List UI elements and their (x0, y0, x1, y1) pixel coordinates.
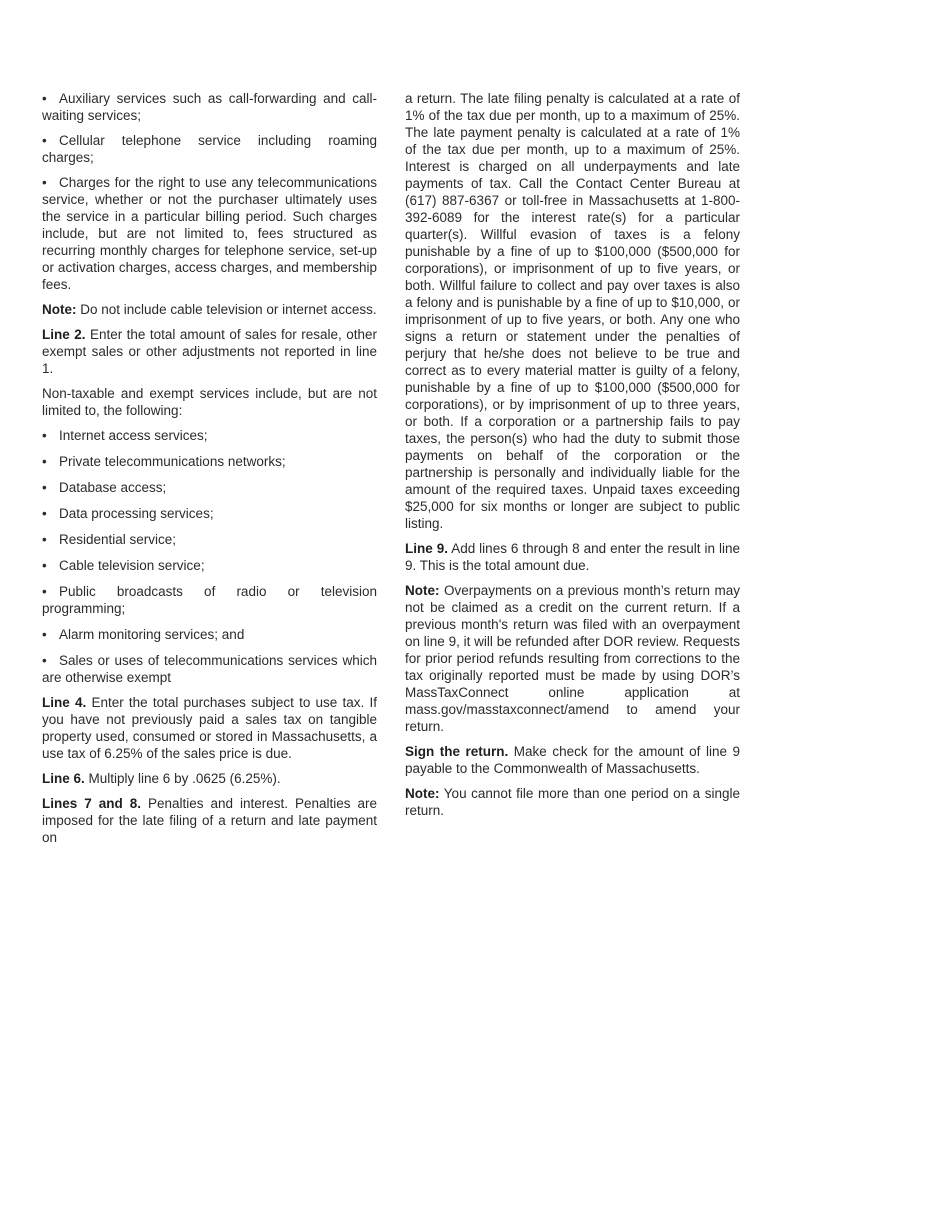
note-overpayments: Note: Overpayments on a previous month’s return may not be claimed as a credit on the current return. If a previous month's return was filed with an overpayment on line 9, it will be refunded after DOR review. Requests for prior period refunds resulting from corrections to the tax originally reported must be made by using DOR’s MassTaxConnect online application at mass.gov/masstaxconnect/amend to amend your return. (405, 583, 740, 734)
note-cable-internet: Note: Do not include cable television or internet access. (42, 302, 377, 317)
bullet-auxiliary-services: • Auxiliary services such as call-forwarding and call-waiting services; (42, 91, 377, 123)
list-item: • Public broadcasts of radio or television programming; (42, 584, 377, 616)
list-item: • Residential service; (42, 532, 177, 547)
bullet-icon: • (42, 175, 47, 190)
bullet-icon: • (42, 91, 47, 106)
list-item: • Internet access services; (42, 428, 208, 443)
note-single-period: Note: You cannot file more than one period on a single return. (405, 786, 740, 818)
bullet-icon: • (42, 454, 47, 469)
bullet-icon: • (42, 558, 47, 573)
list-item: • Alarm monitoring services; and (42, 627, 245, 642)
bullet-icon: • (42, 480, 47, 495)
line-4-instruction: Line 4. Enter the total purchases subject to use tax. If you have not previously paid a sales tax on tangible property used, consumed or stored in Massachusetts, a use tax of 6.25% of the sales price is due. (42, 695, 377, 761)
bullet-icon: • (42, 627, 47, 642)
line-2-instruction: Line 2. Enter the total amount of sales for resale, other exempt sales or other adjustments not reported in line 1. (42, 327, 377, 376)
list-item: • Sales or uses of telecommunications services which are otherwise exempt (42, 653, 377, 685)
bullet-icon: • (42, 506, 47, 521)
right-column (405, 90, 740, 819)
line-9-instruction: Line 9. Add lines 6 through 8 and enter the result in line 9. This is the total amount due. (405, 541, 740, 573)
bullet-icon: • (42, 584, 47, 599)
bullet-icon: • (42, 532, 47, 547)
list-item: • Data processing services; (42, 506, 214, 521)
left-column (42, 90, 377, 846)
penalties-continued: a return. The late filing penalty is calculated at a rate of 1% of the tax due per month, up to a maximum of 25%. The late payment penalty is calculated at a rate of 1% of the tax due per month, up to a maximum of 25%. Interest is charged on all underpayments and late payments of tax. Call the Contact Center Bureau at (617) 887-6367 or toll-free in Massachusetts at 1-800-392-6089 for the interest rate(s) for a particular quarter(s). Willful evasion of taxes is a felony punishable by a fine of up to $100,000 ($500,000 for corporations), or imprisonment of up to five years, or both. Willful failure to collect and pay over taxes is also a felony and is punishable by a fine of up to $10,000, or imprisonment of up to five years, or both. Any one who signs a return or statement under the penalties of perjury that he/she does not believe to be true and correct as to every material matter is guilty of a felony, punishable by a fine of up to $100,000 ($500,000 for corporations), or by imprisonment of up to three years, or both. If a corporation or a partnership fails to pay taxes, the person(s) who had the duty to submit those payments on behalf of the corporation or the partnership is personally and individually liable for the amount of the required taxes. Unpaid taxes exceeding $25,000 for six months or longer are subject to public listing. (405, 91, 740, 531)
list-item: • Cable television service; (42, 558, 205, 573)
sign-return-instruction: Sign the return. Make check for the amount of line 9 payable to the Commonwealth of Massachusetts. (405, 744, 740, 776)
list-item: • Private telecommunications networks; (42, 454, 286, 469)
line-6-instruction: Line 6. Multiply line 6 by .0625 (6.25%). (42, 771, 281, 786)
list-item: • Database access; (42, 480, 167, 495)
bullet-cellular-service: • Cellular telephone service including roaming charges; (42, 133, 377, 165)
bullet-right-to-use-charges: • Charges for the right to use any telecommunications service, whether or not the purchaser ultimately uses the service in a particular billing period. Such charges include, but are not limited to, fees structured as recurring monthly charges for telephone service, set-up or activation charges, access charges, and membership fees. (42, 175, 377, 292)
exempt-services-list (42, 427, 377, 686)
bullet-icon: • (42, 133, 47, 148)
nontaxable-intro: Non-taxable and exempt services include, but are not limited to, the following: (42, 386, 377, 418)
bullet-icon: • (42, 428, 47, 443)
bullet-icon: • (42, 653, 47, 668)
lines-7-8-instruction: Lines 7 and 8. Penalties and interest. Penalties are imposed for the late filing of a return and late payment on (42, 796, 377, 845)
